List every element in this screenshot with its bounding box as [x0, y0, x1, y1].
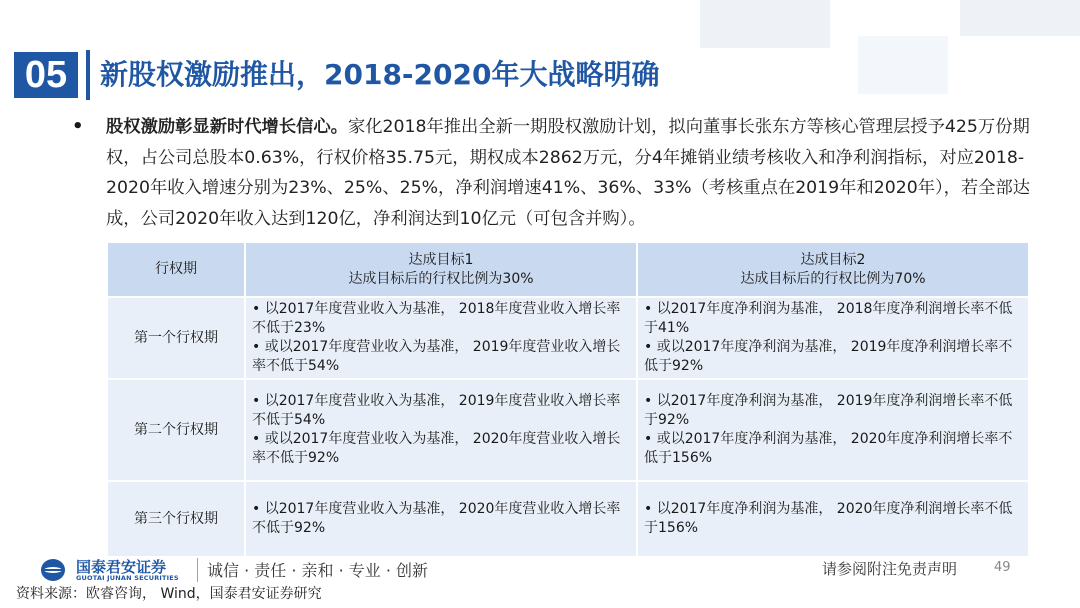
- header-target2: [638, 243, 1028, 296]
- condition-item: • 以2017年度净利润为基准， 2019年度净利润增长率不低于92%: [644, 393, 1013, 428]
- page-number: 49: [994, 560, 1011, 575]
- period-cell: 第三个行权期: [108, 482, 244, 556]
- header-target2-ratio: 达成目标后的行权比例为70%: [740, 270, 926, 287]
- page-title: 新股权激励推出，2018-2020年大战略明确: [100, 58, 660, 91]
- bullet-marker: •: [72, 116, 84, 137]
- condition-item: • 以2017年度净利润为基准， 2020年度净利润增长率不低于156%: [644, 501, 1013, 536]
- target1-cell: [246, 380, 636, 480]
- footer-divider: [197, 558, 198, 582]
- condition-item: • 以2017年度营业收入为基准， 2019年度营业收入增长率不低于54%: [252, 393, 621, 428]
- intro-text: 家化2018年推出全新一期股权激励计划，拟向董事长张东方等核心管理层授予425万份期权，占公司总股本0.63%，行权价格35.75元，期权成本2862万元，分4年摊销业绩考核收入和净利润指标，对应2018-2020年收入增速分别为23%、25%、25%，净利润增速41%、36%、33%（考核重点在2019年和2020年），若全部达成，公司2020年收入达到120亿，净利润达到10亿元（可包含并购）。: [106, 117, 1031, 229]
- header-target2-title: 达成目标2: [800, 251, 866, 268]
- exercise-table: [106, 241, 1030, 558]
- target2-cell: [638, 482, 1028, 556]
- table-header-row: [108, 243, 1028, 296]
- condition-item: • 或以2017年度净利润为基准， 2019年度净利润增长率不低于92%: [644, 339, 1013, 374]
- target2-cell: [638, 380, 1028, 480]
- logo-emblem-icon: [40, 558, 66, 582]
- target2-cell: [638, 298, 1028, 378]
- logo-english-name: GUOTAI JUNAN SECURITIES: [76, 574, 179, 582]
- company-logo: [40, 557, 192, 583]
- disclaimer-note: 请参阅附注免责声明: [822, 560, 958, 578]
- background-decoration: [960, 0, 1080, 36]
- logo-chinese-name: 国泰君安证券: [76, 558, 167, 576]
- data-source: 资料来源：欧睿咨询， Wind，国泰君安证券研究: [16, 586, 322, 602]
- period-cell: 第一个行权期: [108, 298, 244, 378]
- table-row: [108, 298, 1028, 378]
- intro-paragraph: [106, 112, 1056, 234]
- condition-item: • 以2017年度净利润为基准， 2018年度净利润增长率不低于41%: [644, 301, 1013, 336]
- header-target1: [246, 243, 636, 296]
- condition-item: • 或以2017年度营业收入为基准， 2020年度营业收入增长率不低于92%: [252, 431, 621, 466]
- title-divider: [86, 50, 90, 100]
- header-target1-title: 达成目标1: [408, 251, 474, 268]
- header-target1-ratio: 达成目标后的行权比例为30%: [348, 270, 534, 287]
- condition-item: • 或以2017年度营业收入为基准， 2019年度营业收入增长率不低于54%: [252, 339, 621, 374]
- condition-item: • 以2017年度营业收入为基准， 2018年度营业收入增长率不低于23%: [252, 301, 621, 336]
- period-cell: 第二个行权期: [108, 380, 244, 480]
- background-decoration: [858, 36, 948, 94]
- condition-item: • 以2017年度营业收入为基准， 2020年度营业收入增长率不低于92%: [252, 501, 621, 536]
- background-decoration: [700, 0, 830, 48]
- target1-cell: [246, 482, 636, 556]
- condition-item: • 或以2017年度净利润为基准， 2020年度净利润增长率不低于156%: [644, 431, 1013, 466]
- header-period: 行权期: [108, 243, 244, 296]
- table-row: [108, 380, 1028, 480]
- target1-cell: [246, 298, 636, 378]
- company-slogan: 诚信 · 责任 · 亲和 · 专业 · 创新: [207, 561, 429, 580]
- intro-lead: 股权激励彰显新时代增长信心。: [106, 117, 348, 137]
- section-number: 05: [14, 52, 78, 98]
- table-row: [108, 482, 1028, 556]
